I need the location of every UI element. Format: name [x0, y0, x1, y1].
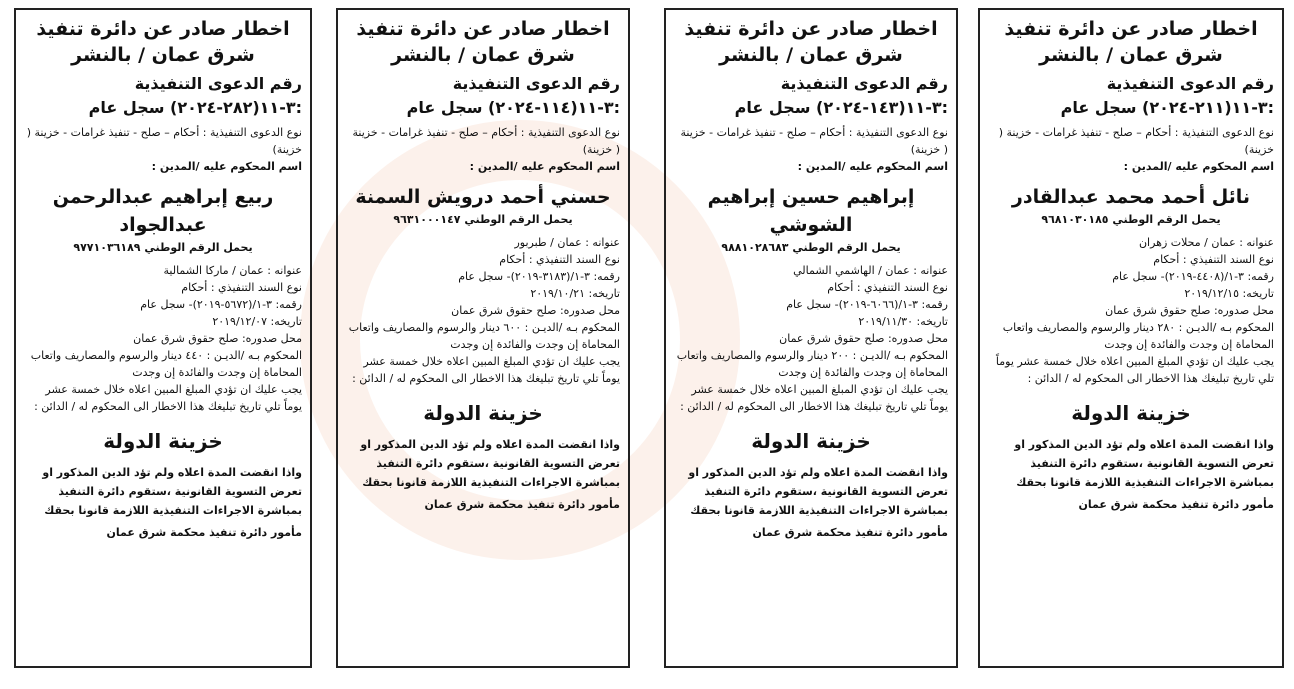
notice-3 — [336, 8, 630, 668]
issuer: محل صدوره: صلح حقوق شرق عمان — [779, 332, 948, 345]
notice-1 — [978, 8, 1284, 668]
case-type: نوع الدعوى التنفيذية : أحكام – صلح - تنفيذ غرامات - خزينة ( خزينة) — [26, 126, 302, 156]
national-id: يحمل الرقم الوطني ٩٦٣١٠٠٠١٤٧ — [393, 213, 573, 226]
issuer: محل صدوره: صلح حقوق شرق عمان — [1105, 304, 1274, 317]
closing-text: واذا انقضت المدة اعلاه ولم تؤد الدين المذكور او تعرض التسوية القانونية ،ستقوم دائرة التنفيذ بمباشرة الاجراءات التنفيذية اللازمة قانونا بحقك — [1014, 438, 1274, 489]
issuer: محل صدوره: صلح حقوق شرق عمان — [133, 332, 302, 345]
deed-type: نوع السند التنفيذي : أحكام — [181, 281, 302, 294]
issuer: محل صدوره: صلح حقوق شرق عمان — [451, 304, 620, 317]
debtor-label: اسم المحكوم عليه /المدين : — [469, 160, 620, 173]
debt: المحكوم بـه /الديـن : ٦٠٠ دينار والرسوم والمصاريف واتعاب المحاماة إن وجدت والفائدة إن وجدت — [348, 321, 620, 351]
debtor-label: اسم المحكوم عليه /المدين : — [797, 160, 948, 173]
officer-signature: مأمور دائرة تنفيذ محكمة شرق عمان — [1078, 498, 1274, 511]
officer-signature: مأمور دائرة تنفيذ محكمة شرق عمان — [424, 498, 620, 511]
debt: المحكوم بـه /الديـن : ٢٨٠ دينار والرسوم والمصاريف واتعاب المحاماة إن وجدت والفائدة إن وجدت — [1002, 321, 1274, 351]
deed-date: تاريخه: ٢٠١٩/١٢/٠٧ — [212, 315, 302, 328]
national-id: يحمل الرقم الوطني ٩٦٨١٠٣٠١٨٥ — [1041, 213, 1221, 226]
debtor-name: إبراهيم حسين إبراهيم الشوشي — [707, 186, 915, 236]
notice-title: اخطار صادر عن دائرة تنفيذ شرق عمان / بالنشر — [1004, 18, 1258, 66]
obligation: يجب عليك ان تؤدي المبلغ المبين اعلاه خلال خمسة عشر يوماً تلي تاريخ تبليغك هذا الاخطار الى المحكوم له / الدائن : — [995, 355, 1274, 385]
notice-title: اخطار صادر عن دائرة تنفيذ شرق عمان / بالنشر — [356, 18, 610, 66]
deed-number: رقمه: ٣-١/(٣١٨٣-٢٠١٩)- سجل عام — [458, 270, 620, 283]
national-id: يحمل الرقم الوطني ٩٨٨١٠٢٨٦٨٣ — [721, 241, 901, 254]
deed-type: نوع السند التنفيذي : أحكام — [1153, 253, 1274, 266]
debtor-name: حسني أحمد درويش السمنة — [355, 186, 611, 208]
deed-type: نوع السند التنفيذي : أحكام — [827, 281, 948, 294]
debtor-label: اسم المحكوم عليه /المدين : — [151, 160, 302, 173]
creditor: خزينة الدولة — [103, 429, 223, 453]
officer-signature: مأمور دائرة تنفيذ محكمة شرق عمان — [752, 526, 948, 539]
national-id: يحمل الرقم الوطني ٩٧٧١٠٣٦١٨٩ — [73, 241, 253, 254]
case-number: رقم الدعوى التنفيذية :٣-١١(١٤٣-٢٠٢٤) سجل عام — [734, 74, 948, 117]
address: عنوانه : عمان / ماركا الشمالية — [163, 264, 302, 277]
address: عنوانه : عمان / طبربور — [514, 236, 620, 249]
address: عنوانه : عمان / الهاشمي الشمالي — [793, 264, 948, 277]
creditor: خزينة الدولة — [751, 429, 871, 453]
obligation: يجب عليك ان تؤدي المبلغ المبين اعلاه خلال خمسة عشر يوماً تلي تاريخ تبليغك هذا الاخطار الى المحكوم له / الدائن : — [680, 383, 948, 413]
creditor: خزينة الدولة — [1071, 401, 1191, 425]
case-type: نوع الدعوى التنفيذية : أحكام – صلح - تنفيذ غرامات - خزينة ( خزينة) — [680, 126, 948, 156]
deed-date: تاريخه: ٢٠١٩/١٠/٢١ — [530, 287, 620, 300]
case-number: رقم الدعوى التنفيذية :٣-١١(٢١١-٢٠٢٤) سجل عام — [1060, 74, 1274, 117]
notice-title: اخطار صادر عن دائرة تنفيذ شرق عمان / بالنشر — [684, 18, 938, 66]
closing-text: واذا انقضت المدة اعلاه ولم تؤد الدين المذكور او تعرض التسوية القانونية ،ستقوم دائرة التنفيذ بمباشرة الاجراءات التنفيذية اللازمة قانونا بحقك — [360, 438, 620, 489]
case-number: رقم الدعوى التنفيذية :٣-١١(٢٨٢-٢٠٢٤) سجل عام — [88, 74, 302, 117]
deed-date: تاريخه: ٢٠١٩/١١/٣٠ — [858, 315, 948, 328]
officer-signature: مأمور دائرة تنفيذ محكمة شرق عمان — [106, 526, 302, 539]
case-type: نوع الدعوى التنفيذية : أحكام – صلح - تنفيذ غرامات - خزينة ( خزينة) — [352, 126, 620, 156]
deed-type: نوع السند التنفيذي : أحكام — [499, 253, 620, 266]
case-type: نوع الدعوى التنفيذية : أحكام – صلح - تنفيذ غرامات - خزينة ( خزينة) — [998, 126, 1274, 156]
notice-title: اخطار صادر عن دائرة تنفيذ شرق عمان / بالنشر — [36, 18, 290, 66]
debt: المحكوم بـه /الديـن : ٤٤٠ دينار والرسوم والمصاريف واتعاب المحاماة إن وجدت والفائدة إن وجدت — [30, 349, 302, 379]
case-number: رقم الدعوى التنفيذية :٣-١١(١١٤-٢٠٢٤) سجل عام — [406, 74, 620, 117]
debtor-name: نائل أحمد محمد عبدالقادر — [1011, 186, 1251, 208]
notice-4 — [14, 8, 312, 668]
creditor: خزينة الدولة — [423, 401, 543, 425]
deed-number: رقمه: ٣-١/(٦٠٦٦-٢٠١٩)- سجل عام — [786, 298, 948, 311]
obligation: يجب عليك ان تؤدي المبلغ المبين اعلاه خلال خمسة عشر يوماً تلي تاريخ تبليغك هذا الاخطار الى المحكوم له / الدائن : — [352, 355, 620, 385]
debtor-label: اسم المحكوم عليه /المدين : — [1123, 160, 1274, 173]
obligation: يجب عليك ان تؤدي المبلغ المبين اعلاه خلال خمسة عشر يوماً تلي تاريخ تبليغك هذا الاخطار الى المحكوم له / الدائن : — [34, 383, 302, 413]
closing-text: واذا انقضت المدة اعلاه ولم تؤد الدين المذكور او تعرض التسوية القانونية ،ستقوم دائرة التنفيذ بمباشرة الاجراءات التنفيذية اللازمة قانونا بحقك — [42, 466, 302, 517]
deed-date: تاريخه: ٢٠١٩/١٢/١٥ — [1184, 287, 1274, 300]
deed-number: رقمه: ٣-١/(٥٦٧٢-٢٠١٩)- سجل عام — [140, 298, 302, 311]
debtor-name: ربيع إبراهيم عبدالرحمن عبدالجواد — [52, 186, 274, 236]
closing-text: واذا انقضت المدة اعلاه ولم تؤد الدين المذكور او تعرض التسوية القانونية ،ستقوم دائرة التنفيذ بمباشرة الاجراءات التنفيذية اللازمة قانونا بحقك — [688, 466, 948, 517]
debt: المحكوم بـه /الديـن : ٢٠٠ دينار والرسوم والمصاريف واتعاب المحاماة إن وجدت والفائدة إن وجدت — [676, 349, 948, 379]
address: عنوانه : عمان / محلات زهران — [1138, 236, 1274, 249]
notice-2 — [664, 8, 958, 668]
deed-number: رقمه: ٣-١/(٤٤٠٨-٢٠١٩)- سجل عام — [1112, 270, 1274, 283]
